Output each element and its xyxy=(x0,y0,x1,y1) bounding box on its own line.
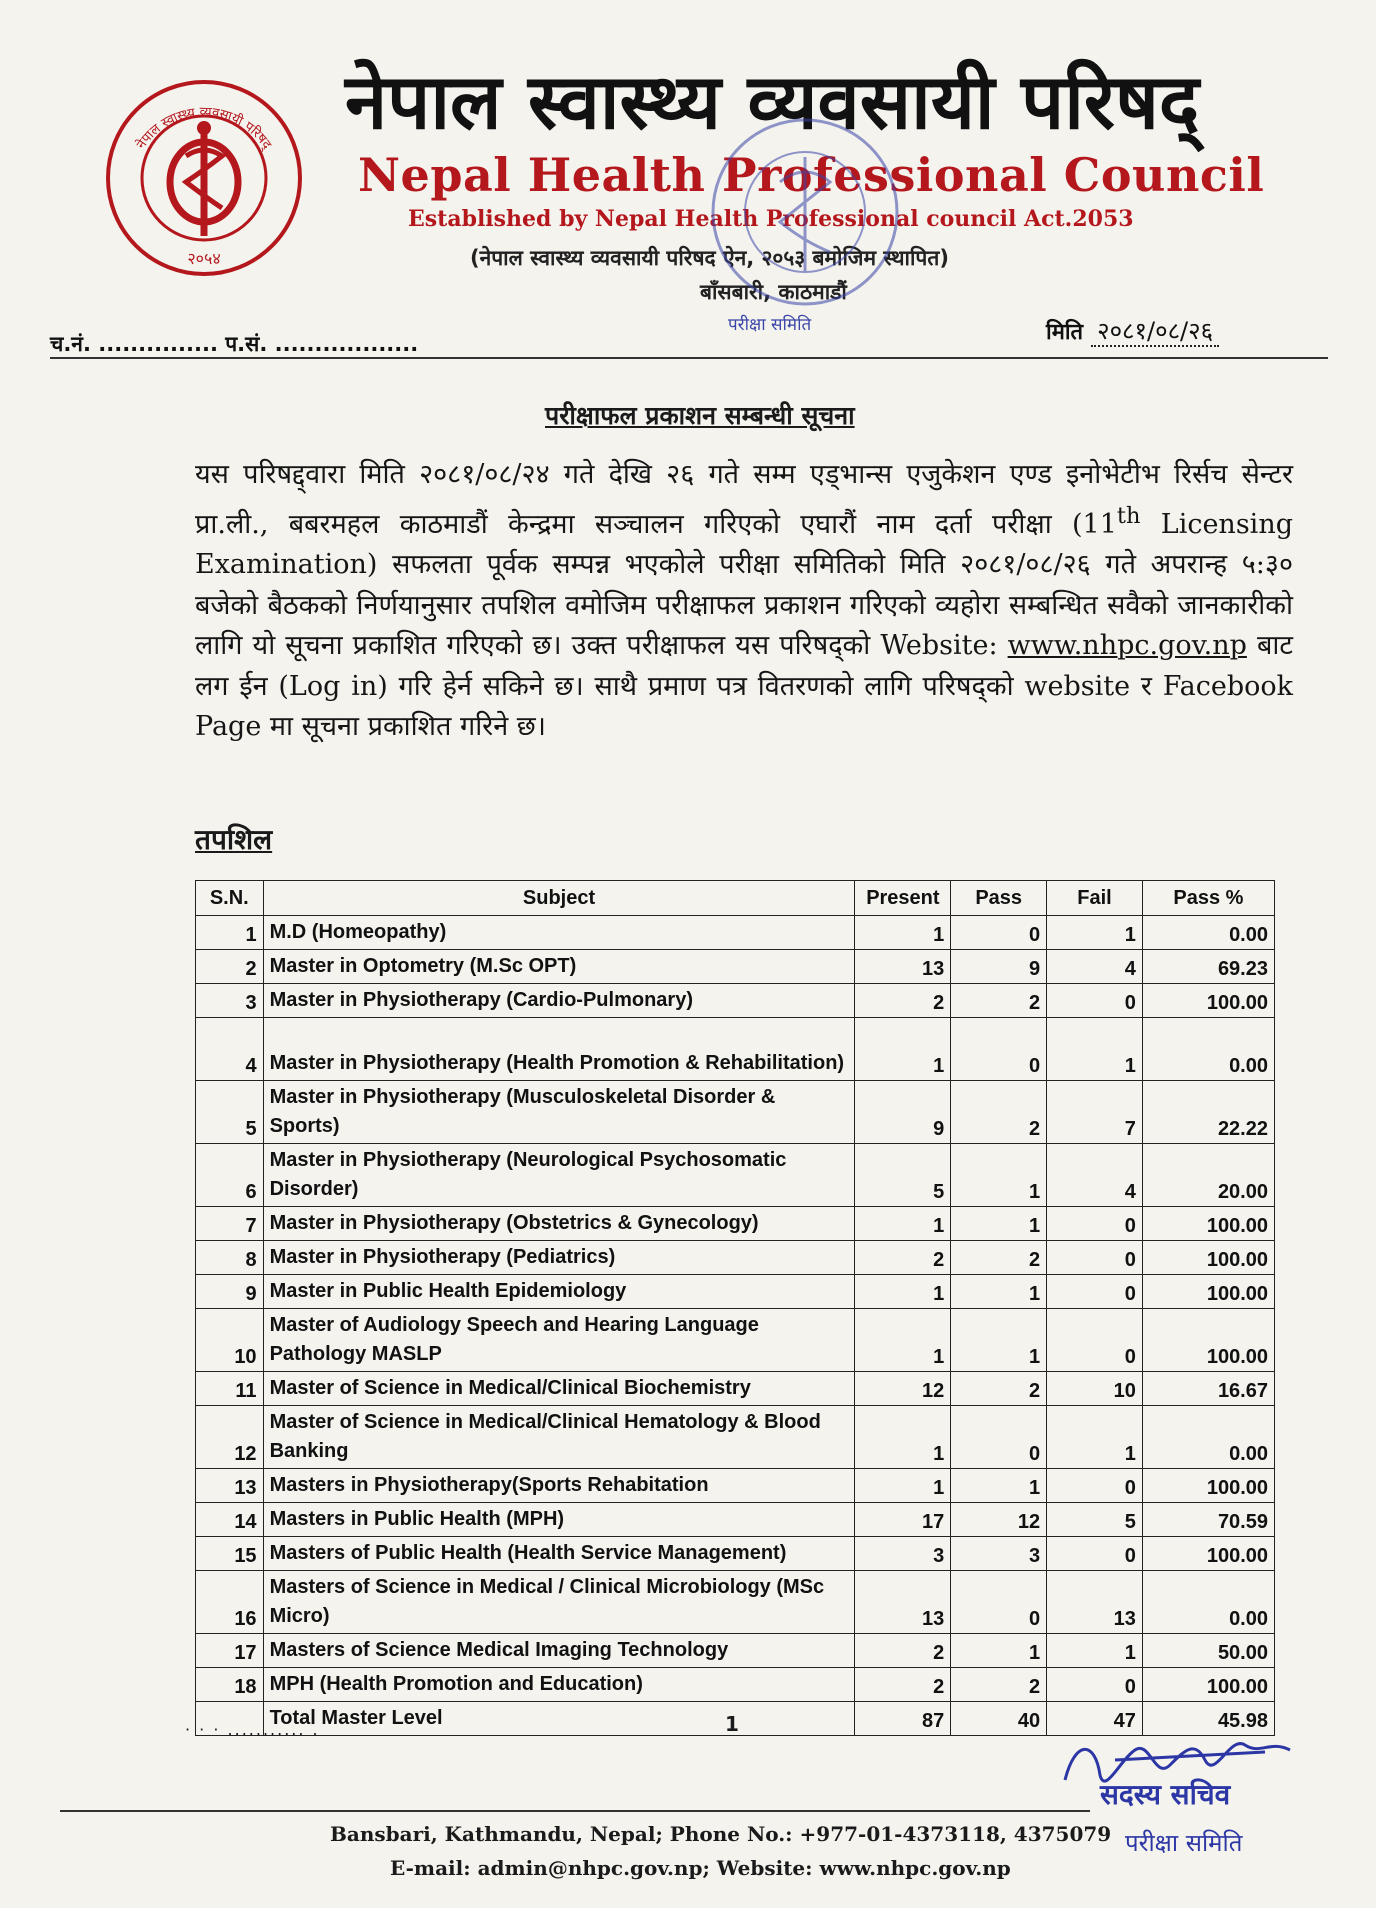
table-row xyxy=(196,1503,1275,1537)
header-sn: S.N. xyxy=(196,881,264,916)
page-number: 1 xyxy=(725,1712,739,1736)
table-row xyxy=(196,984,1275,1018)
table-row xyxy=(196,1144,1275,1207)
cell-pass: 0 xyxy=(951,1406,1047,1469)
cell-present: 2 xyxy=(855,984,951,1018)
cell-pass: 3 xyxy=(951,1537,1047,1571)
cell-fail: 1 xyxy=(1047,916,1143,950)
table-body xyxy=(196,916,1275,1736)
footer-dots: · · · ........... . xyxy=(185,1720,320,1739)
cell-pass-percent: 100.00 xyxy=(1142,984,1274,1018)
cell-subject: Master in Physiotherapy (Pediatrics) xyxy=(263,1241,855,1275)
website-link[interactable]: www.nhpc.gov.np xyxy=(1007,630,1247,661)
cell-pass-percent: 50.00 xyxy=(1142,1634,1274,1668)
signatory-title: सदस्य सचिव xyxy=(1100,1778,1231,1811)
cell-fail: 5 xyxy=(1047,1503,1143,1537)
date-label: मिति xyxy=(1046,320,1084,345)
cell-sn: 17 xyxy=(196,1634,264,1668)
cell-pass: 2 xyxy=(951,1081,1047,1144)
logo-text: नेपाल स्वास्थ्य व्यवसायी परिषद् xyxy=(133,104,275,152)
cell-fail: 0 xyxy=(1047,1309,1143,1372)
header-fail: Fail xyxy=(1047,881,1143,916)
cell-present: 12 xyxy=(855,1372,951,1406)
cell-fail: 0 xyxy=(1047,1537,1143,1571)
cell-subject: Master in Optometry (M.Sc OPT) xyxy=(263,950,855,984)
cell-sn: 7 xyxy=(196,1207,264,1241)
notice-body xyxy=(195,455,1293,748)
table-row xyxy=(196,1018,1275,1081)
cell-pass: 9 xyxy=(951,950,1047,984)
cell-sn: 10 xyxy=(196,1309,264,1372)
cell-pass: 1 xyxy=(951,1469,1047,1503)
header-divider xyxy=(50,357,1328,359)
cell-subject: Masters in Physiotherapy(Sports Rehabitation xyxy=(263,1469,855,1503)
cell-subject: Master of Science in Medical/Clinical Hematology & Blood Banking xyxy=(263,1406,855,1469)
cell-pass-percent: 69.23 xyxy=(1142,950,1274,984)
logo-year: २०५४ xyxy=(187,249,221,268)
cell-pass: 1 xyxy=(951,1275,1047,1309)
header-subject: Subject xyxy=(263,881,855,916)
cell-fail: 13 xyxy=(1047,1571,1143,1634)
cell-pass-percent: 0.00 xyxy=(1142,916,1274,950)
cell-sn: 14 xyxy=(196,1503,264,1537)
cell-pass-percent: 100.00 xyxy=(1142,1537,1274,1571)
table-row xyxy=(196,1537,1275,1571)
cell-fail: 0 xyxy=(1047,1241,1143,1275)
cell-subject: Master in Physiotherapy (Musculoskeletal Disorder & Sports) xyxy=(263,1081,855,1144)
results-table xyxy=(195,880,1275,1736)
cell-present: 1 xyxy=(855,1469,951,1503)
cell-pass-percent: 100.00 xyxy=(1142,1241,1274,1275)
header-present: Present xyxy=(855,881,951,916)
notice-body-part3: बाट लग ईन (Log in) गरि हेर्न सकिने छ। साथै प्रमाण पत्र वितरणको लागि परिषद्को website र Facebook Page मा सूचना प्रकाशित गरिने छ। xyxy=(195,630,1293,742)
table-row xyxy=(196,1081,1275,1144)
cell-sn: 6 xyxy=(196,1144,264,1207)
stamp-label: परीक्षा समिति xyxy=(728,315,812,335)
cell-present: 13 xyxy=(855,1571,951,1634)
signatory-committee: परीक्षा समिति xyxy=(1125,1829,1243,1857)
cell-fail: 1 xyxy=(1047,1406,1143,1469)
cell-pass-percent: 100.00 xyxy=(1142,1469,1274,1503)
cell-pass: 0 xyxy=(951,1571,1047,1634)
table-row xyxy=(196,916,1275,950)
table-row xyxy=(196,1207,1275,1241)
table-row xyxy=(196,1406,1275,1469)
cell-fail: 0 xyxy=(1047,1668,1143,1702)
table-row xyxy=(196,950,1275,984)
table-row xyxy=(196,1469,1275,1503)
cell-pass-percent: 100.00 xyxy=(1142,1275,1274,1309)
cell-pass-percent: 16.67 xyxy=(1142,1372,1274,1406)
cell-subject: Master in Public Health Epidemiology xyxy=(263,1275,855,1309)
cell-subject: Master in Physiotherapy (Cardio-Pulmonary) xyxy=(263,984,855,1018)
cell-sn: 2 xyxy=(196,950,264,984)
cell-present: 13 xyxy=(855,950,951,984)
cell-sn: 11 xyxy=(196,1372,264,1406)
cell-sn: 1 xyxy=(196,916,264,950)
cell-pass-percent: 0.00 xyxy=(1142,1571,1274,1634)
council-logo xyxy=(104,78,304,278)
cell-pass-percent: 100.00 xyxy=(1142,1207,1274,1241)
cell-sn: 18 xyxy=(196,1668,264,1702)
cell-subject: Masters of Science in Medical / Clinical Microbiology (MSc Micro) xyxy=(263,1571,855,1634)
cell-pass: 1 xyxy=(951,1634,1047,1668)
notice-title: परीक्षाफल प्रकाशन सम्बन्धी सूचना xyxy=(545,401,855,430)
date-field xyxy=(1046,314,1219,347)
notice-body-part1: यस परिषद्द्वारा मिति २०८१/०८/२४ गते देखि २६ गते सम्म एड्भान्स एजुकेशन एण्ड इनोभेटीभ रिर्सच सेन्टर प्रा.ली., बबरमहल काठमाडौं केन्द्रमा सञ्चालन गरिएको एघारौं नाम दर्ता परीक्षा (11 xyxy=(195,459,1293,540)
cell-pass-percent: 100.00 xyxy=(1142,1309,1274,1372)
reference-numbers: च.नं. ............... प.सं. .................. xyxy=(50,332,419,356)
cell-subject: Masters of Public Health (Health Service Management) xyxy=(263,1537,855,1571)
table-row xyxy=(196,1571,1275,1634)
cell-pass: 1 xyxy=(951,1144,1047,1207)
cell-fail: 1 xyxy=(1047,1018,1143,1081)
table-row xyxy=(196,1668,1275,1702)
footer-divider xyxy=(60,1810,1090,1812)
cell-fail: 10 xyxy=(1047,1372,1143,1406)
cell-present: 1 xyxy=(855,1018,951,1081)
table-row xyxy=(196,1372,1275,1406)
cell-fail: 0 xyxy=(1047,1469,1143,1503)
cell-pass-percent: 20.00 xyxy=(1142,1144,1274,1207)
table-row xyxy=(196,1309,1275,1372)
cell-sn: 15 xyxy=(196,1537,264,1571)
cell-pass-percent: 100.00 xyxy=(1142,1668,1274,1702)
cell-pass: 0 xyxy=(951,1018,1047,1081)
cell-fail: 4 xyxy=(1047,1144,1143,1207)
cell-subject: Masters of Science Medical Imaging Technology xyxy=(263,1634,855,1668)
cell-subject: M.D (Homeopathy) xyxy=(263,916,855,950)
council-title-nepali: नेपाल स्वास्थ्य व्यवसायी परिषद् xyxy=(345,57,1200,146)
cell-fail: 0 xyxy=(1047,1275,1143,1309)
cell-present: 87 xyxy=(855,1702,951,1736)
cell-subject: Master of Science in Medical/Clinical Biochemistry xyxy=(263,1372,855,1406)
exam-committee-stamp xyxy=(690,112,920,342)
cell-present: 2 xyxy=(855,1668,951,1702)
cell-pass: 2 xyxy=(951,984,1047,1018)
cell-pass: 0 xyxy=(951,916,1047,950)
established-line-nepali: (नेपाल स्वास्थ्य व्यवसायी परिषद ऐन, २०५३ बमोजिम स्थापित) xyxy=(470,246,949,270)
cell-fail: 7 xyxy=(1047,1081,1143,1144)
cell-present: 1 xyxy=(855,1207,951,1241)
council-title-english: Nepal Health Professional Council xyxy=(358,148,1265,202)
address-nepali: बाँसबारी, काठमाडौं xyxy=(700,280,847,304)
details-heading: तपशिल xyxy=(195,823,273,856)
cell-sn: 5 xyxy=(196,1081,264,1144)
cell-present: 2 xyxy=(855,1241,951,1275)
cell-present: 1 xyxy=(855,1406,951,1469)
cell-present: 5 xyxy=(855,1144,951,1207)
cell-pass: 2 xyxy=(951,1241,1047,1275)
table-row xyxy=(196,1275,1275,1309)
cell-fail: 0 xyxy=(1047,1207,1143,1241)
cell-present: 1 xyxy=(855,916,951,950)
cell-sn: 8 xyxy=(196,1241,264,1275)
cell-pass-percent: 22.22 xyxy=(1142,1081,1274,1144)
cell-pass-percent: 0.00 xyxy=(1142,1018,1274,1081)
cell-pass-percent: 45.98 xyxy=(1142,1702,1274,1736)
footer-contact: E-mail: admin@nhpc.gov.np; Website: www.nhpc.gov.np xyxy=(390,1856,1011,1880)
cell-subject: Master in Physiotherapy (Neurological Psychosomatic Disorder) xyxy=(263,1144,855,1207)
cell-sn: 9 xyxy=(196,1275,264,1309)
notice-body-superscript: th xyxy=(1116,502,1141,529)
cell-pass-percent: 0.00 xyxy=(1142,1406,1274,1469)
cell-sn: 12 xyxy=(196,1406,264,1469)
cell-present: 3 xyxy=(855,1537,951,1571)
cell-present: 17 xyxy=(855,1503,951,1537)
cell-sn: 13 xyxy=(196,1469,264,1503)
cell-sn: 16 xyxy=(196,1571,264,1634)
cell-pass: 12 xyxy=(951,1503,1047,1537)
table-header-row xyxy=(196,881,1275,916)
cell-fail: 1 xyxy=(1047,1634,1143,1668)
cell-subject: Master of Audiology Speech and Hearing Language Pathology MASLP xyxy=(263,1309,855,1372)
established-line: Established by Nepal Health Professional council Act.2053 xyxy=(408,206,1134,232)
cell-pass: 40 xyxy=(951,1702,1047,1736)
cell-present: 2 xyxy=(855,1634,951,1668)
cell-subject: MPH (Health Promotion and Education) xyxy=(263,1668,855,1702)
cell-pass-percent: 70.59 xyxy=(1142,1503,1274,1537)
cell-pass: 2 xyxy=(951,1372,1047,1406)
cell-subject: Master in Physiotherapy (Obstetrics & Gynecology) xyxy=(263,1207,855,1241)
cell-fail: 47 xyxy=(1047,1702,1143,1736)
table-row xyxy=(196,1241,1275,1275)
header-pass: Pass xyxy=(951,881,1047,916)
cell-present: 1 xyxy=(855,1309,951,1372)
cell-present: 1 xyxy=(855,1275,951,1309)
cell-fail: 0 xyxy=(1047,984,1143,1018)
cell-pass: 1 xyxy=(951,1309,1047,1372)
cell-present: 9 xyxy=(855,1081,951,1144)
footer-address: Bansbari, Kathmandu, Nepal; Phone No.: +977-01-4373118, 4375079 xyxy=(330,1822,1112,1846)
cell-subject: Total Master Level xyxy=(263,1702,855,1736)
notice-body-part2: Licensing Examination) सफलता पूर्वक सम्पन्न भएकोले परीक्षा समितिको मिति २०८१/०८/२६ गते अपरान्ह ५:३० बजेको बैठकको निर्णयानुसार तपशिल वमोजिम परीक्षाफल प्रकाशन गरिएको व्यहोरा सम्बन्धित सवैको जानकारीको लागि यो सूचना प्रकाशित गरिएको छ। उक्त परीक्षाफल यस परिषद्को Website: xyxy=(195,508,1293,661)
date-value: २०८१/०८/२६ xyxy=(1091,317,1219,347)
cell-subject: Master in Physiotherapy (Health Promotion & Rehabilitation) xyxy=(263,1018,855,1081)
cell-pass: 2 xyxy=(951,1668,1047,1702)
cell-sn: 4 xyxy=(196,1018,264,1081)
cell-sn: 3 xyxy=(196,984,264,1018)
cell-fail: 4 xyxy=(1047,950,1143,984)
cell-pass: 1 xyxy=(951,1207,1047,1241)
header-pass-percent: Pass % xyxy=(1142,881,1274,916)
table-row xyxy=(196,1634,1275,1668)
cell-subject: Masters in Public Health (MPH) xyxy=(263,1503,855,1537)
